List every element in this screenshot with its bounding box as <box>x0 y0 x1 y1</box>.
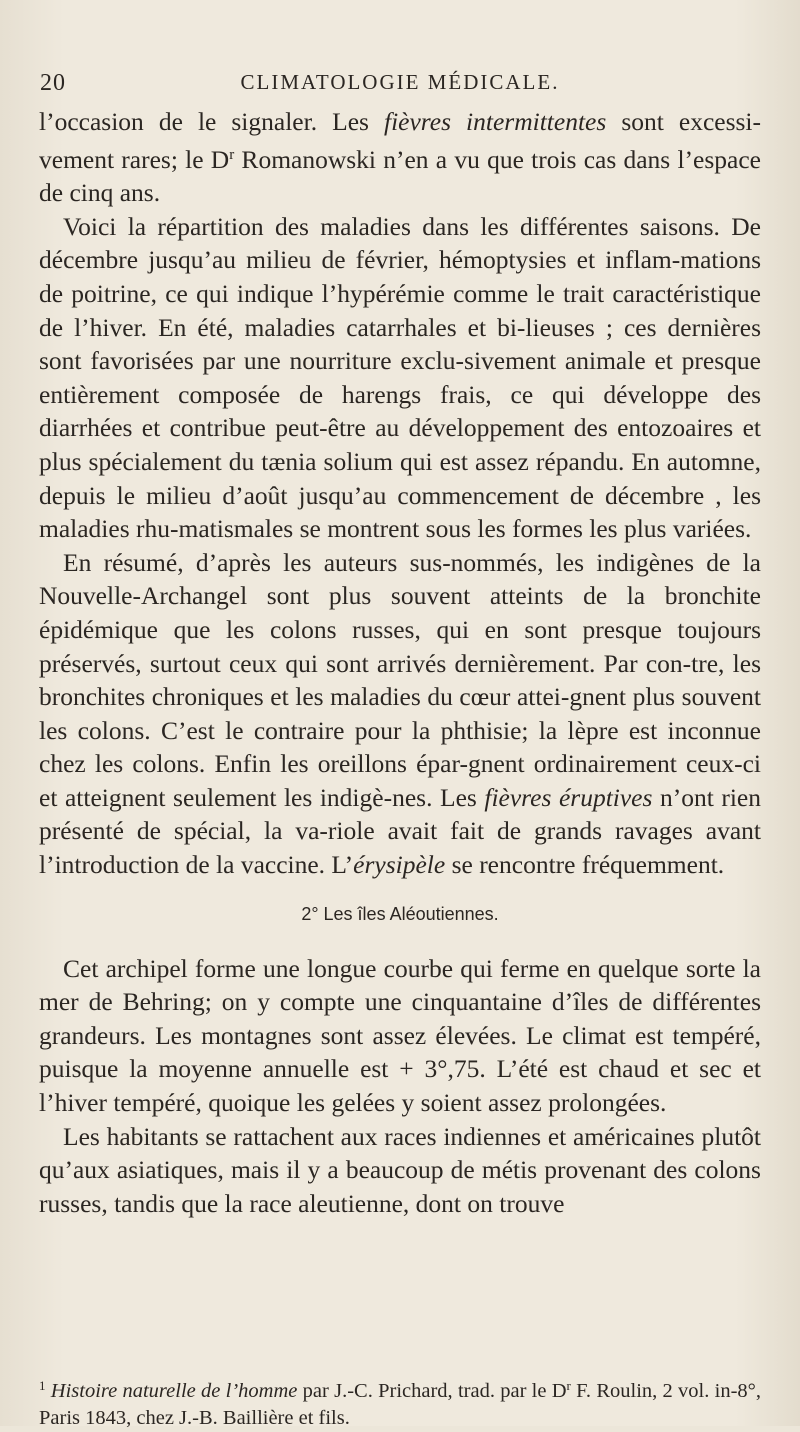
running-title: CLIMATOLOGIE MÉDICALE. <box>240 70 560 94</box>
footnote-title: Histoire naturelle de l’homme <box>50 1380 298 1402</box>
paragraph-3 <box>39 546 761 882</box>
text-span: par J.-C. Prichard, trad. par le D <box>297 1380 567 1402</box>
text-span: l’occasion de le signaler. Les <box>39 107 384 136</box>
paragraph-2: Voici la répartition des maladies dans les différentes saisons. De décembre jusqu’au milieu de février, hémoptysies et inflam-mations de poitrine, ce qui indique l’hypérémie comme le trait caractéristique de l’hiver. En été, maladies catarrhales et bi-lieuses ; ces dernières sont favorisées par une nourriture exclu-sivement animale et presque entièrement composée de harengs frais, ce qui développe des diarrhées et contribue peut-être au développement des entozoaires et plus spécialement du tænia solium qui est assez répandu. En automne, depuis le milieu d’août jusqu’au commencement de décembre , les maladies rhu-matismales se montrent sous les formes les plus variées. <box>39 211 761 544</box>
section-title: 2° Les îles Aléoutiennes. <box>301 903 499 924</box>
footnote-marker: 1 <box>39 1378 46 1393</box>
paragraph-1 <box>39 105 761 210</box>
italic-term: fièvres éruptives <box>484 782 653 812</box>
text-span: F. Roulin, 2 vol. in-8°, Paris 1843, chez J.-B. Baillière et fils. <box>39 1380 762 1429</box>
body-text <box>39 105 761 1220</box>
text-span: sont excessi-vement rares; le D <box>39 107 761 174</box>
text-span: Romanowski n’en a vu que trois cas dans l’espace de cinq ans. <box>39 144 761 208</box>
text-span: En résumé, d’après les auteurs sus-nommés, les indigènes de la Nouvelle-Archangel sont plus souvent atteints de la bronchite épidémique que les colons russes, qui en sont presque toujours préservés, surtout ceux qui sont arrivés dernièrement. Par con-tre, les bronchites chroniques et les maladies du cœur attei-gnent plus souvent les colons. C’est le contraire pour la phthisie; la lèpre est inconnue chez les colons. Enfin les oreillons épar-gnent ordinairement ceux-ci et atteignent seulement les indigè-nes. Les <box>39 547 761 812</box>
paragraph-5: Les habitants se rattachent aux races indiennes et américaines plutôt qu’aux asiatiques, mais il y a beaucoup de métis provenant des colons russes, tandis que la race aleutienne, dont on trouve <box>39 1121 761 1218</box>
superscript: r <box>566 1378 571 1393</box>
text-span: se rencontre fréquemment. <box>445 850 725 880</box>
italic-term: fièvres intermittentes <box>383 107 607 136</box>
page-number: 20 <box>40 70 66 96</box>
page-header <box>40 70 760 100</box>
text-span: n’ont rien présenté de spécial, la va-riole avait fait de grands ravages avant l’introduction de la vaccine. L’ <box>39 782 761 880</box>
paragraph-4: Cet archipel forme une longue courbe qui ferme en quelque sorte la mer de Behring; on y compte une cinquantaine d’îles de différentes grandeurs. Les montagnes sont assez élevées. Le climat est tempéré, puisque la moyenne annuelle est + 3°,75. L’été est chaud et sec et l’hiver tempéré, quoique les gelées y soient assez prolongées. <box>39 953 761 1118</box>
italic-term: érysipèle <box>353 850 446 880</box>
footnote <box>39 1372 761 1432</box>
superscript: r <box>229 146 235 163</box>
